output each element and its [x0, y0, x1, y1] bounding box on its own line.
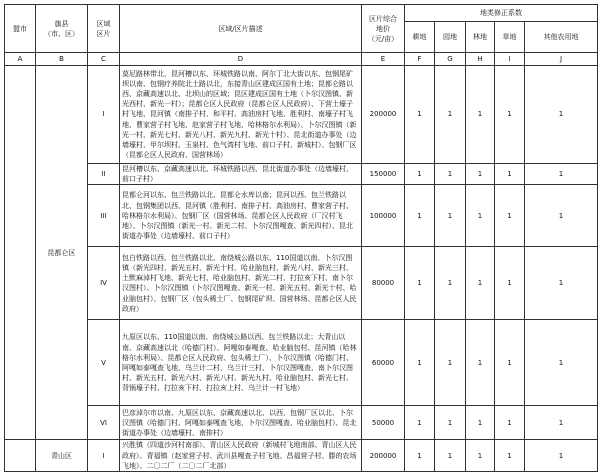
coefficient-cell: 1 [495, 406, 525, 440]
coefficient-cell: 1 [405, 164, 435, 185]
zone-cell: I [88, 66, 120, 164]
column-letter: H [466, 53, 495, 66]
column-letter: F [405, 53, 435, 66]
coefficient-cell: 1 [525, 164, 598, 185]
price-cell: 150000 [362, 164, 405, 185]
zone-cell: V [88, 320, 120, 406]
coefficient-cell: 1 [495, 320, 525, 406]
price-cell: 200000 [362, 66, 405, 164]
column-letter: B [36, 53, 88, 66]
coefficient-cell: 1 [435, 66, 466, 164]
zone-cell: IV [88, 247, 120, 320]
coefficient-cell: 1 [405, 406, 435, 440]
coefficient-cell: 1 [466, 66, 495, 164]
coefficient-cell: 1 [405, 320, 435, 406]
header-coef-group: 地类修正系数 [405, 5, 598, 22]
coefficient-cell: 1 [405, 185, 435, 247]
header-garden: 园地 [435, 22, 466, 53]
column-letter: A [5, 53, 36, 66]
coefficient-cell: 1 [495, 247, 525, 320]
table-row [5, 185, 598, 247]
column-letter: I [495, 53, 525, 66]
coefficient-cell: 1 [405, 440, 435, 472]
coefficient-cell: 1 [435, 440, 466, 472]
table-row [5, 320, 598, 406]
coefficient-cell: 1 [466, 440, 495, 472]
coefficient-cell: 1 [466, 247, 495, 320]
table-row [5, 406, 598, 440]
zone-cell: VI [88, 406, 120, 440]
coefficient-cell: 1 [435, 247, 466, 320]
header-grass: 草地 [495, 22, 525, 53]
district-cell: 昆都仑区 [36, 66, 88, 440]
coefficient-cell: 1 [525, 66, 598, 164]
column-letter-row [5, 53, 598, 66]
coefficient-cell: 1 [495, 66, 525, 164]
coefficient-cell: 1 [495, 164, 525, 185]
coefficient-cell: 1 [466, 185, 495, 247]
price-cell: 80000 [362, 247, 405, 320]
coefficient-cell: 1 [435, 185, 466, 247]
header-zone: 区域 区片 [88, 5, 120, 53]
page [4, 4, 597, 469]
zone-cell: III [88, 185, 120, 247]
header-farmland: 耕地 [405, 22, 435, 53]
table-row [5, 66, 598, 164]
coefficient-cell: 1 [525, 320, 598, 406]
price-cell: 100000 [362, 185, 405, 247]
table-row [5, 164, 598, 185]
price-cell: 200000 [362, 440, 405, 472]
coefficient-cell: 1 [466, 164, 495, 185]
description-cell: 包白铁路以西、包兰铁路以北、南绕城公路以东、110国道以南、卜尔汉图镇（新光四村、新光五村、新光十村、哈业脑包村、新光八村、新光三村、土默麻淖村飞地、新光七村、哈业脑包村、新光二村、打拉亥下村、南卜尔汉图村）、卜尔汉图镇（卜尔汉图嘎查、新光一村、新光五村、新光十村、哈业脑包村）、包钢厂区（包头稀土厂、包钢尾矿坝、国营林场、昆都仑区人民政府） [120, 247, 362, 320]
coefficient-cell: 1 [495, 440, 525, 472]
description-cell: 莫尼路林带北、昆河槽以东、环城铁路以南、阿尔丁北大街以东、包钢尾矿坝以南、包钢疗养院北土路以北，东接青山区建成区国有土地；昆都仑路以西、京藏高速以北、北坝山的区域；昆区建成区国有土地（卜尔汉图镇、新光西村、新光一村）；昆都仑区人民政府（昆都仑区人民政府）、下营土壕子村飞地、昆河镇（南排子村、和平村、高油房村飞地、胜利村、南壕子村飞地、曹家营子村飞地、赵家营子村飞地、哈林格尔水利局）、卜尔汉图镇（新光一村、新光七村、新光八村、新光九村、新光十村）、昆北街道办事处（边墙壕村、甲尔坝村、玉泉村、色气湾村飞地、前口子村、新城村）、包钢厂区（昆都仑区人民政府、国营林场） [120, 66, 362, 164]
header-desc: 区域/区片描述 [120, 5, 362, 53]
table-row [5, 440, 598, 472]
coefficient-cell: 1 [405, 247, 435, 320]
coefficient-cell: 1 [405, 66, 435, 164]
header-other: 其他农用地 [525, 22, 598, 53]
coefficient-cell: 1 [525, 440, 598, 472]
column-letter: E [362, 53, 405, 66]
description-cell: 昆都仑河以东、包兰铁路以北、昆都仑水库以南；昆河以西、包兰铁路以北、包钢集团以西、昆河镇（胜利村、南排子村、高油房村、曹家营子村、哈林格尔水利局）、包钢厂区（国营林场、昆都仑区人民政府（厂汉村飞地）、卜尔汉图镇（新光一村、新光二村、卜尔汉图嘎查、新光四村）、昆北街道办事处（边墙壕村、前口子村） [120, 185, 362, 247]
header-league: 盟市 [5, 5, 36, 53]
description-cell: 兴胜镇（四道沙河村南部）、青山区人民政府（新城村飞地南部、青山区人民政府）、青福镇（赵家营子村、武川县嘎查子村飞地、昌福营子村、滕的农场飞地）、二〇二厂（二〇二厂北部） [120, 440, 362, 472]
district-cell: 青山区 [36, 440, 88, 472]
description-cell: 九原区以东、110国道以南、南绕城公路以西、包兰铁路以北；大青山以南、京藏高速以北（哈德门村）、阿嘎如泰嘎查、哈业脑包村、昆河镇（哈林格尔水利局）、昆都仑区人民政府、包头稀土厂）、卜尔汉图镇（哈德门村、阿嘎如泰嘎查飞地、乌兰计二村、乌兰计三村、卜尔汉图嘎查、南卜尔汉图村、新光五村、新光六村、新光八村、新光九村、哈业脑包村、新光七村、背锅壕子村、打拉亥下村、打拉亥上村、乌兰计一村飞地） [120, 320, 362, 406]
column-letter: G [435, 53, 466, 66]
header-price: 区片综合 地价 （元/亩） [362, 5, 405, 53]
zone-cell: I [88, 440, 120, 472]
league-cell [5, 440, 36, 472]
coefficient-cell: 1 [435, 406, 466, 440]
coefficient-cell: 1 [525, 185, 598, 247]
column-letter: J [525, 53, 598, 66]
league-cell [5, 66, 36, 440]
zone-cell: II [88, 164, 120, 185]
table-row [5, 247, 598, 320]
coefficient-cell: 1 [466, 320, 495, 406]
coefficient-cell: 1 [495, 185, 525, 247]
column-letter: C [88, 53, 120, 66]
coefficient-cell: 1 [466, 406, 495, 440]
price-cell: 50000 [362, 406, 405, 440]
header-banner: 旗县 （市、区） [36, 5, 88, 53]
coefficient-cell: 1 [525, 406, 598, 440]
coefficient-cell: 1 [525, 247, 598, 320]
column-letter: D [120, 53, 362, 66]
coefficient-cell: 1 [435, 320, 466, 406]
price-cell: 60000 [362, 320, 405, 406]
header-forest: 林地 [466, 22, 495, 53]
description-cell: 昆河槽以东、京藏高速以北、环城铁路以西、昆北街道办事处（边墙壕村、前口子村） [120, 164, 362, 185]
description-cell: 巴彦淖尔市以南、九原区以东、京藏高速以北、以西、包钢厂区以北、卜尔汉图镇（哈德门村、阿嘎如泰嘎查飞地、卜尔汉图嘎查、哈业脑包村）、昆北街道办事处（边墙壕村、南排村） [120, 406, 362, 440]
price-table [4, 4, 598, 472]
coefficient-cell: 1 [435, 164, 466, 185]
